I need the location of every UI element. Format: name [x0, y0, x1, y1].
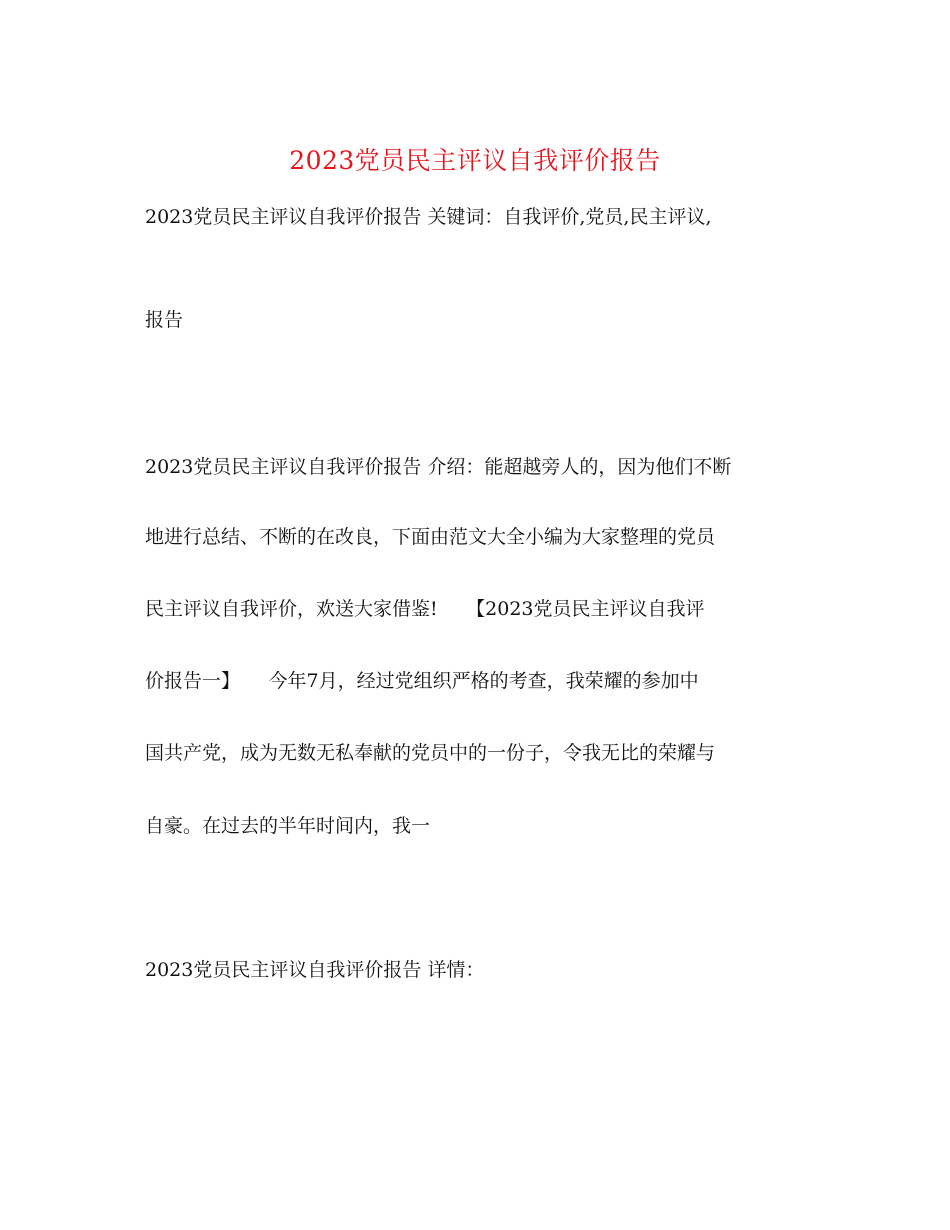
document-title: 2023党员民主评议自我评价报告	[289, 146, 661, 175]
intro-line: 国共产党，成为无数无私奉献的党员中的一份子，令我无比的荣耀与	[145, 742, 716, 764]
intro-line: 价报告一】 今年7月，经过党组织严格的考查，我荣耀的参加中	[145, 670, 699, 692]
keywords-line-1: 2023党员民主评议自我评价报告 关键词：自我评价,党员,民主评议,	[145, 206, 712, 228]
intro-line: 2023党员民主评议自我评价报告 介绍：能超越旁人的，因为他们不断	[145, 456, 732, 478]
keywords-line-2: 报告	[145, 309, 184, 331]
intro-line: 民主评议自我评价，欢送大家借鉴! 【2023党员民主评议自我评	[145, 598, 705, 620]
intro-line: 自豪。在过去的半年时间内，我一	[145, 815, 431, 837]
details-line: 2023党员民主评议自我评价报告 详情：	[145, 959, 485, 981]
intro-line: 地进行总结、不断的在改良，下面由范文大全小编为大家整理的党员	[145, 526, 716, 548]
